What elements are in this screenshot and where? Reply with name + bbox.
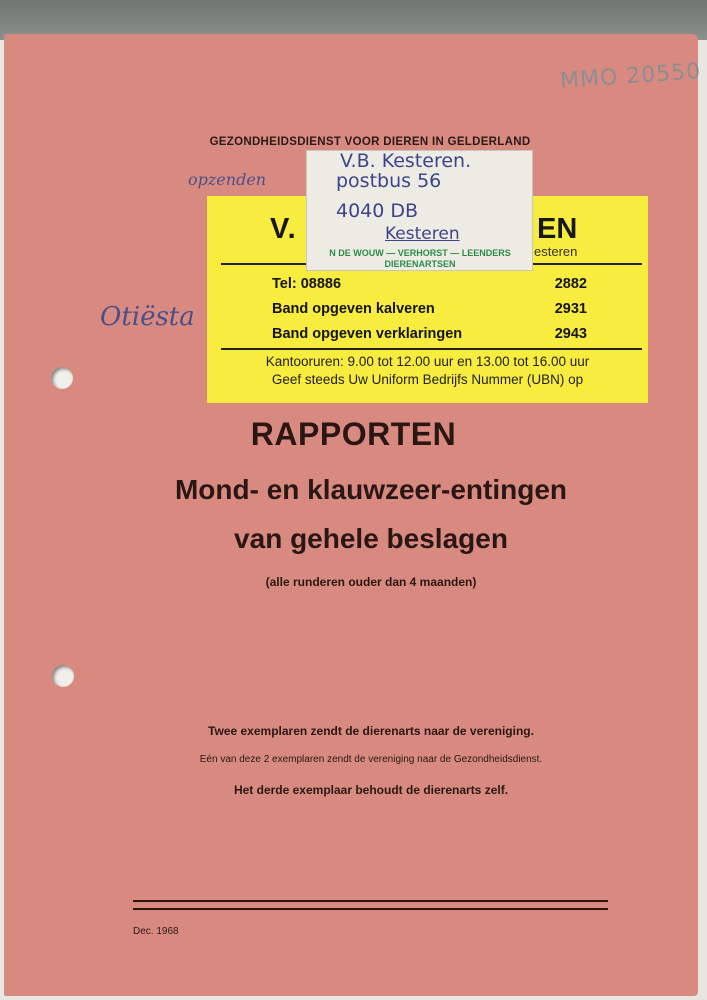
sticker-row-label: Tel: 08886 — [272, 276, 342, 292]
instruction-2: Eén van deze 2 exemplaren zendt de vereniging naar de Gezondheidsdienst. — [199, 754, 543, 765]
sticker-row-phone — [272, 276, 587, 292]
archive-mark: MMO 20550 — [559, 59, 702, 94]
address-line-2: postbus 56 — [336, 170, 442, 192]
sticker-row-label: Band opgeven kalveren — [272, 301, 435, 317]
address-line-4: Kesteren — [385, 224, 460, 244]
sticker-row-label: Band opgeven verklaringen — [272, 326, 463, 342]
subtitle-line-2: van gehele beslagen — [234, 523, 508, 554]
address-vets-line: N DE WOUW — VERHORST — LEENDERS — [329, 248, 511, 258]
subtitle-note: (alle runderen ouder dan 4 maanden) — [265, 575, 477, 589]
handwriting-top-left: opzenden — [188, 170, 267, 189]
sticker-title-right: EN — [537, 213, 578, 245]
print-date: Dec. 1968 — [133, 926, 179, 937]
organization-header: GEZONDHEIDSDIENST VOOR DIEREN IN GELDERLAND — [209, 136, 531, 148]
sticker-title-left: V. — [270, 213, 297, 245]
sticker-ubn-note: Geef steeds Uw Uniform Bedrijfs Nummer (UBN) op — [271, 372, 584, 387]
footer-double-rule — [133, 900, 608, 910]
sticker-row-value: 2931 — [554, 301, 587, 317]
address-vets-subtitle: DIERENARTSEN — [384, 259, 456, 269]
punch-hole-lower — [52, 665, 74, 687]
sticker-row-value: 2943 — [554, 326, 587, 342]
sticker-row-calves — [272, 301, 587, 317]
subtitle-line-1: Mond- en klauwzeer-entingen — [174, 474, 568, 505]
sticker-title-fragment: esteren — [534, 244, 578, 259]
address-line-3: 4040 DB — [336, 200, 419, 222]
handwriting-mid-left: Otiësta — [100, 302, 195, 332]
address-line-1: V.B. Kesteren. — [340, 150, 472, 172]
page-title: RAPPORTEN — [250, 416, 457, 452]
instruction-3: Het derde exemplaar behoudt de dierenarts zelf. — [233, 783, 509, 797]
sticker-row-value: 2882 — [554, 276, 587, 292]
sticker-row-declarations — [272, 326, 587, 342]
punch-hole-upper — [51, 367, 73, 389]
sticker-office-hours: Kantooruren: 9.00 tot 12.00 uur en 13.00 tot 16.00 uur — [265, 354, 590, 369]
sticker-rule-bottom — [221, 348, 642, 350]
instruction-1: Twee exemplaren zendt de dierenarts naar de vereniging. — [208, 724, 534, 738]
